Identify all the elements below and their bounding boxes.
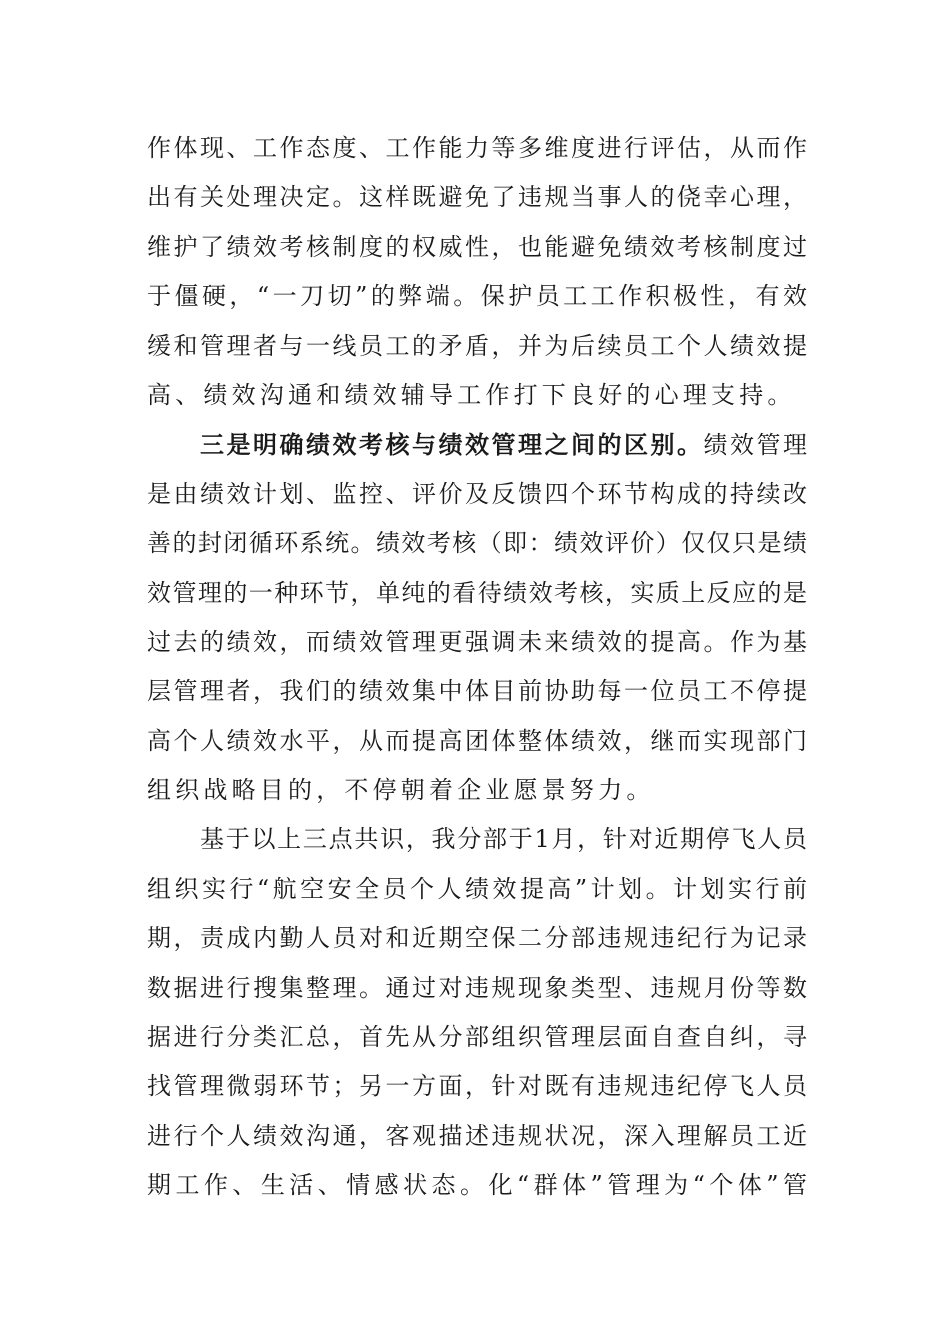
text-line: 数据进行搜集整理。通过对违规现象类型、违规月份等数 <box>147 973 807 1002</box>
text-line: 层管理者，我们的绩效集中体目前协助每一位员工不停提 <box>147 677 807 706</box>
text-line: 期工作、生活、情感状态。化“群体”管理为“个体”管 <box>147 1171 807 1200</box>
text-line: 缓和管理者与一线员工的矛盾，并为后续员工个人绩效提 <box>147 331 807 360</box>
text-line: 维护了绩效考核制度的权威性，也能避免绩效考核制度过 <box>147 232 807 261</box>
text-line: 期，责成内勤人员对和近期空保二分部违规违纪行为记录 <box>147 924 807 953</box>
text-line: 基于以上三点共识，我分部于1月，针对近期停飞人员 <box>200 825 807 854</box>
text-line: 于僵硬，“一刀切”的弊端。保护员工工作积极性，有效 <box>147 282 807 311</box>
text-line: 作体现、工作态度、工作能力等多维度进行评估，从而作 <box>147 134 807 162</box>
text-line <box>147 420 807 469</box>
text-line: 效管理的一种环节，单纯的看待绩效考核，实质上反应的是 <box>147 578 807 607</box>
text-line: 是由绩效计划、监控、评价及反馈四个环节构成的持续改 <box>147 479 807 508</box>
text-line: 组织实行“航空安全员个人绩效提高”计划。计划实行前 <box>147 874 807 903</box>
text-line: 找管理微弱环节；另一方面，针对既有违规违纪停飞人员 <box>147 1072 807 1101</box>
paragraph-3 <box>147 815 807 1210</box>
text-line: 出有关处理决定。这样既避免了违规当事人的侥幸心理， <box>147 183 807 212</box>
text-line: 组织战略目的，不停朝着企业愿景努力。 <box>147 776 655 805</box>
paragraph-2 <box>147 420 807 815</box>
heading-line-rest: 绩效管理 <box>703 431 807 460</box>
text-line: 过去的绩效，而绩效管理更强调未来绩效的提高。作为基 <box>147 627 807 656</box>
text-line: 善的封闭循环系统。绩效考核（即：绩效评价）仅仅只是绩 <box>147 529 807 558</box>
text-line: 高个人绩效水平，从而提高团体整体绩效，继而实现部门 <box>147 726 807 755</box>
text-line: 高、绩效沟通和绩效辅导工作打下良好的心理支持。 <box>147 380 796 409</box>
text-line: 进行个人绩效沟通，客观描述违规状况，深入理解员工近 <box>147 1121 807 1150</box>
body-text <box>147 124 807 1211</box>
paragraph-heading: 三是明确绩效考核与绩效管理之间的区别。 <box>200 430 704 460</box>
text-line: 据进行分类汇总，首先从分部组织管理层面自查自纠，寻 <box>147 1023 807 1052</box>
paragraph-1 <box>147 124 807 420</box>
